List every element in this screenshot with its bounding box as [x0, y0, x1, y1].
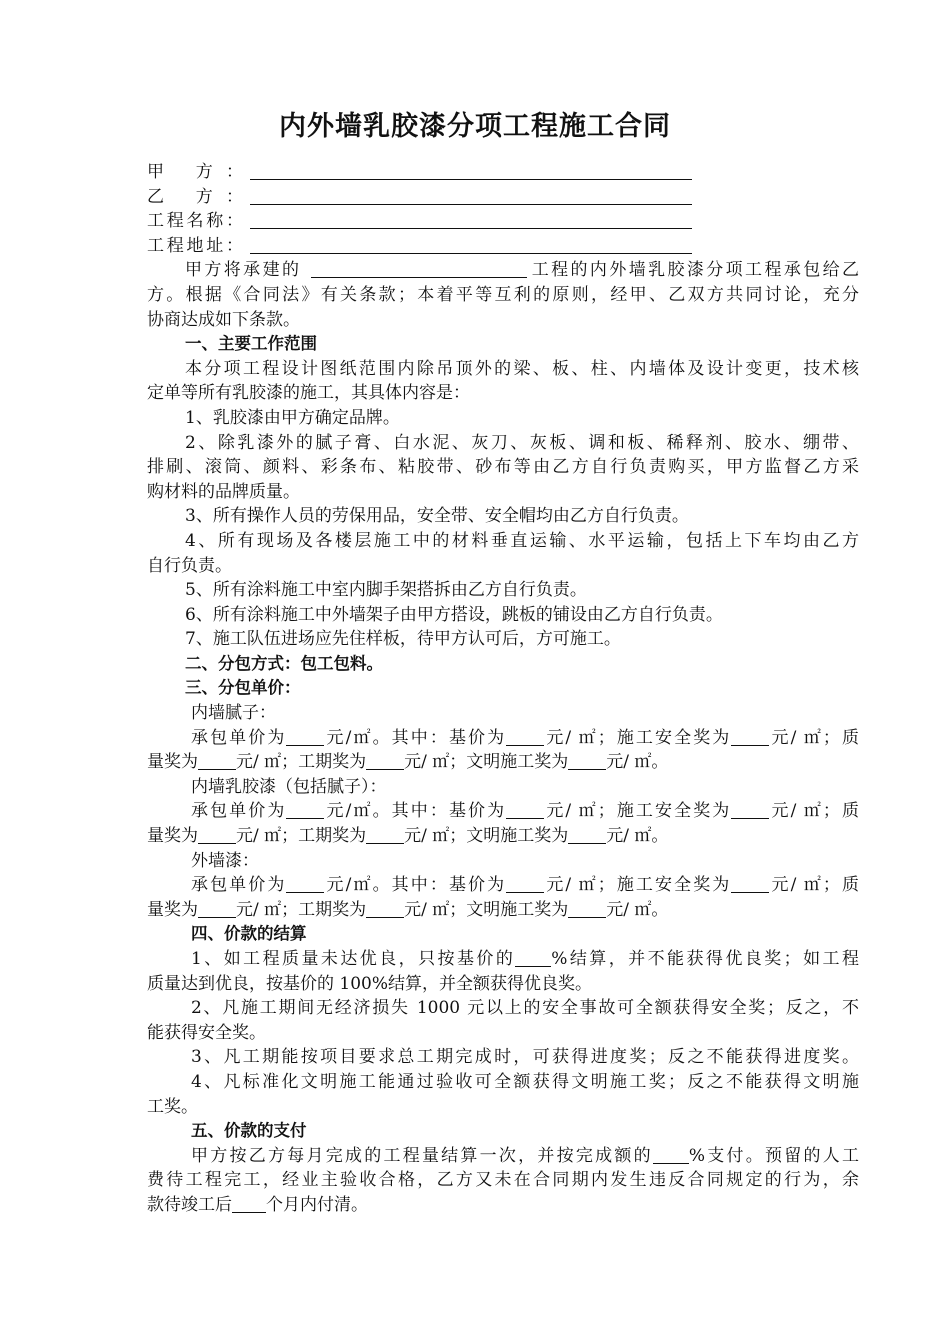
s1-item-3: 3、所有操作人员的劳保用品，安全带、安全帽均由乙方自行负责。 — [185, 506, 689, 527]
s1-item-5: 5、所有涂料施工中室内脚手架搭拆由乙方自行负责。 — [185, 580, 587, 601]
s5-line-3: 款待竣工后 个月内付清。 — [147, 1194, 368, 1215]
s1-line-2: 定单等所有乳胶漆的施工，其具体内容是： — [147, 383, 470, 404]
price-item-1-name: 内墙腻子： — [191, 703, 276, 724]
price-item-2-name: 内墙乳胶漆（包括腻子）： — [191, 776, 387, 797]
section-2-heading: 二、分包方式：包工包料。 — [185, 653, 383, 673]
price-item-3-line-1: 承包单价为 元/㎡。其中：基价为 元/ ㎡；施工安全奖为 元/ ㎡；质 — [191, 875, 859, 896]
price-item-2-line-1: 承包单价为 元/㎡。其中：基价为 元/ ㎡；施工安全奖为 元/ ㎡；质 — [191, 801, 859, 822]
s1-item-7: 7、施工队伍进场应先住样板，待甲方认可后，方可施工。 — [185, 629, 621, 650]
party-b-label: 乙 方： — [147, 186, 243, 207]
intro-project-blank — [311, 259, 527, 278]
s5-line-2: 费待工程完工，经业主验收合格，乙方又未在合同期内发生违反合同规定的行为，余 — [147, 1170, 859, 1191]
s4-item-1a: 1、如工程质量未达优良，只按基价的 %结算，并不能获得优良奖；如工程 — [191, 949, 859, 969]
s4-item-4a: 4、凡标准化文明施工能通过验收可全额获得文明施工奖；反之不能获得文明施 — [191, 1071, 859, 1092]
project-name-row — [147, 209, 859, 234]
s4-item-2b: 能获得安全奖。 — [147, 1022, 266, 1043]
party-a-row — [147, 160, 859, 185]
intro-line-2: 方。根据《合同法》有关条款；本着平等互利的原则，经甲、乙双方共同讨论，充分 — [147, 284, 859, 305]
party-a-label: 甲 方： — [147, 162, 243, 182]
s4-item-4b: 工奖。 — [147, 1096, 198, 1117]
s1-item-6: 6、所有涂料施工中外墙架子由甲方搭设，跳板的铺设由乙方自行负责。 — [185, 604, 723, 625]
project-name-label: 工程名称： — [147, 211, 243, 232]
price-item-3-name: 外墙漆： — [191, 850, 259, 871]
price-item-1-line-2: 量奖为 元/ ㎡；工期奖为 元/ ㎡；文明施工奖为 元/ ㎡。 — [147, 752, 669, 773]
party-b-blank — [250, 204, 692, 205]
s1-line-1: 本分项工程设计图纸范围内除吊顶外的梁、板、柱、内墙体及设计变更，技术核 — [185, 358, 859, 379]
s4-item-2a: 2、凡施工期间无经济损失 1000 元以上的安全事故可全额获得安全奖；反之，不 — [191, 998, 859, 1019]
project-name-blank — [250, 228, 692, 229]
section-1-heading: 一、主要工作范围 — [185, 334, 317, 354]
project-address-row — [147, 234, 859, 259]
section-5-heading: 五、价款的支付 — [191, 1121, 307, 1141]
section-3-heading: 三、分包单价： — [185, 678, 301, 698]
s4-item-3: 3、凡工期能按项目要求总工期完成时，可获得进度奖；反之不能获得进度奖。 — [191, 1047, 859, 1068]
price-item-3-line-2: 量奖为 元/ ㎡；工期奖为 元/ ㎡；文明施工奖为 元/ ㎡。 — [147, 899, 669, 920]
document-body — [147, 160, 859, 1218]
s1-item-4b: 自行负责。 — [147, 555, 232, 576]
project-address-blank — [250, 253, 692, 254]
s1-item-2c: 购材料的品牌质量。 — [147, 481, 300, 502]
project-address-label: 工程地址： — [147, 235, 243, 256]
s1-item-4a: 4、所有现场及各楼层施工中的材料垂直运输、水平运输，包括上下车均由乙方 — [185, 530, 859, 551]
section-4-heading: 四、价款的结算 — [191, 924, 307, 944]
price-item-1-line-1: 承包单价为 元/㎡。其中：基价为 元/ ㎡；施工安全奖为 元/ ㎡；质 — [191, 727, 859, 748]
s4-item-1b: 质量达到优良，按基价的 100%结算，并全额获得优良奖。 — [147, 973, 593, 994]
party-b-row — [147, 185, 859, 210]
s5-line-1: 甲方按乙方每月完成的工程量结算一次，并按完成额的 %支付。预留的人工 — [191, 1145, 859, 1166]
s1-item-2b: 排刷、滚筒、颜料、彩条布、粘胶带、砂布等由乙方自行负责购买，甲方监督乙方采 — [147, 457, 859, 478]
party-a-blank — [250, 179, 692, 180]
s1-item-2a: 2、除乳漆外的腻子膏、白水泥、灰刀、灰板、调和板、稀释剂、胶水、绷带、 — [185, 432, 859, 453]
price-item-2-line-2: 量奖为 元/ ㎡；工期奖为 元/ ㎡；文明施工奖为 元/ ㎡。 — [147, 826, 669, 847]
document-title: 内外墙乳胶漆分项工程施工合同 — [279, 111, 671, 142]
intro-line-1: 甲方将承建的 工程的内外墙乳胶漆分项工程承包给乙 — [185, 260, 859, 281]
intro-line-3: 协商达成如下条款。 — [147, 309, 300, 330]
s1-item-1: 1、乳胶漆由甲方确定品牌。 — [185, 407, 400, 428]
